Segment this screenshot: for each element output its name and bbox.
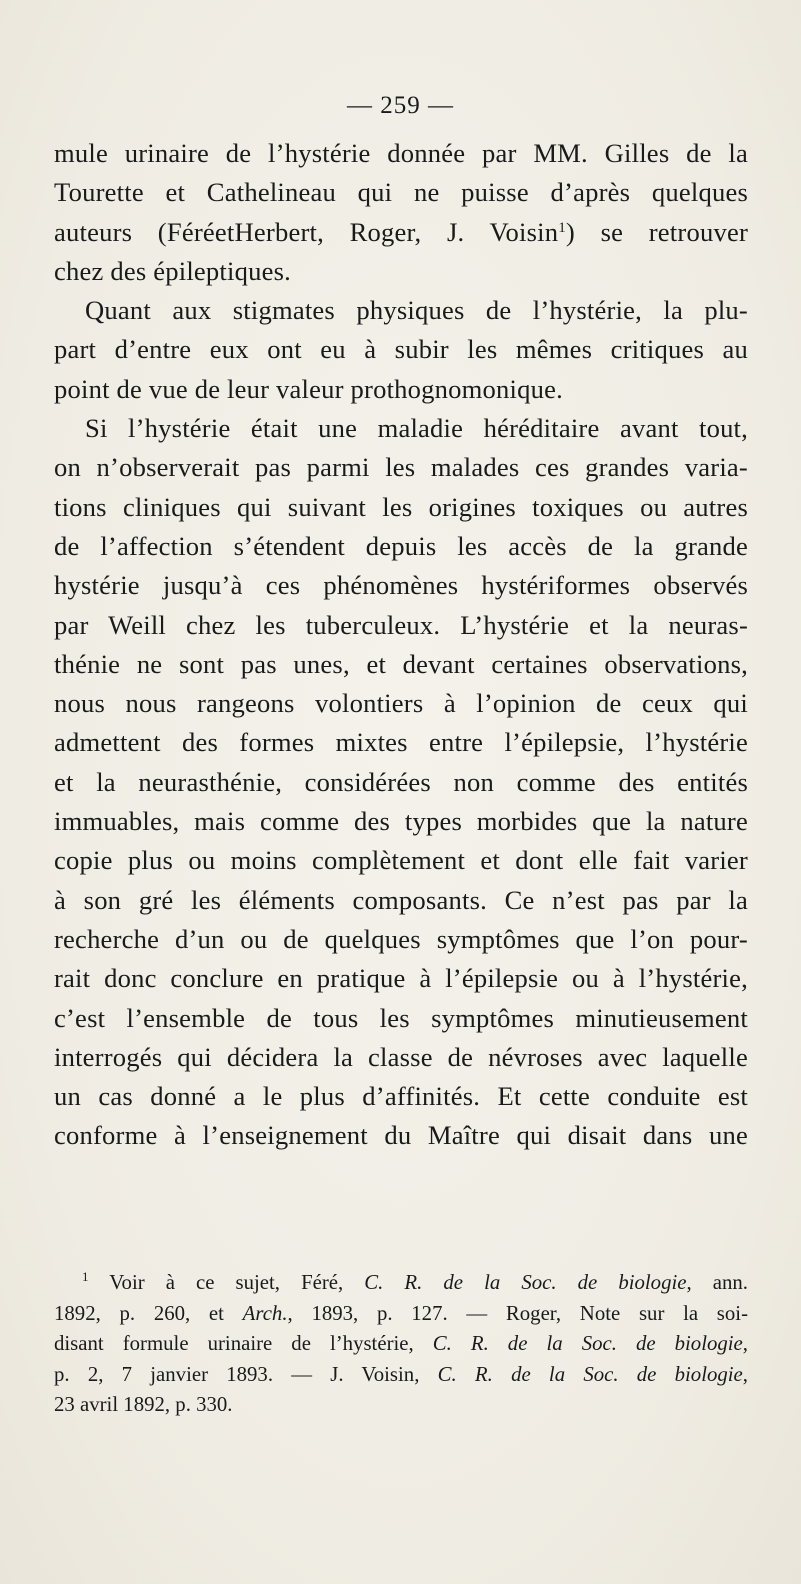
text-line: part d’entre eux ont eu à subir les mêmes critiques au <box>54 334 748 365</box>
body-text <box>54 134 748 1156</box>
text-line: point de vue de leur valeur prothognomonique. <box>54 373 563 404</box>
citation-title: C. R. de la Soc. de biologie <box>364 1271 687 1294</box>
text-line: interrogés qui décidera la classe de névroses avec laquelle <box>54 1041 748 1072</box>
text-line: conforme à l’enseignement du Maître qui disait dans une <box>54 1120 748 1151</box>
text-line: hystérie jusqu’à ces phénomènes hystériformes observés <box>54 570 748 601</box>
text-line: immuables, mais comme des types morbides que la nature <box>54 806 748 837</box>
text-line: auteurs (FéréetHerbert, Roger, J. Voisin$^1$) se retrouver <box>54 216 748 247</box>
footnote-line: disant formule urinaire de l’hystérie, C. R. de la Soc. de biologie, <box>54 1332 748 1356</box>
citation-title: C. R. de la Soc. de biologie <box>432 1332 743 1356</box>
text-line: chez des épileptiques. <box>54 255 292 286</box>
text-line: mule urinaire de l’hystérie donnée par MM. Gilles de la <box>54 138 748 168</box>
footnote-line: 1892, p. 260, et Arch., 1893, p. 127. — Roger, Note sur la soi- <box>54 1301 749 1325</box>
text-line: admettent des formes mixtes entre l’épilepsie, l’hystérie <box>54 727 748 758</box>
footnote-reference[interactable]: 1 <box>558 219 566 236</box>
citation-title: Arch. <box>242 1301 288 1325</box>
footnote-marker: 1 <box>82 1269 89 1284</box>
footnote-line: 23 avril 1892, p. 330. <box>54 1393 233 1417</box>
text-line: Tourette et Cathelineau qui ne puisse d’après quelques <box>54 177 748 208</box>
text-line: c’est l’ensemble de tous les symptômes minutieusement <box>54 1002 748 1033</box>
text-line: nous nous rangeons volontiers à l’opinion de ceux qui <box>54 688 748 719</box>
text-line: tions cliniques qui suivant les origines toxiques ou autres <box>54 491 748 522</box>
text-line: Quant aux stigmates physiques de l’hystérie, la plu- <box>85 295 748 326</box>
text-line: rait donc conclure en pratique à l’épilepsie ou à l’hystérie, <box>54 963 748 994</box>
text-line: Si l’hystérie était une maladie héréditaire avant tout, <box>85 413 748 444</box>
text-line: recherche d’un ou de quelques symptômes que l’on pour- <box>54 923 748 954</box>
citation-title: C. R. de la Soc. de biologie <box>437 1362 743 1386</box>
text-line: et la neurasthénie, considérées non comme des entités <box>54 766 748 797</box>
footnote-line: $^1$ Voir à ce sujet, Féré, C. R. de la Soc. de biologie, ann. <box>82 1269 748 1294</box>
text-line: on n’observerait pas parmi les malades ces grandes varia- <box>54 452 748 483</box>
text-line: copie plus ou moins complètement et dont elle fait varier <box>54 845 748 876</box>
text-line: par Weill chez les tuberculeux. L’hystérie et la neuras- <box>54 609 748 640</box>
text-line: de l’affection s’étendent depuis les accès de la grande <box>54 530 748 561</box>
footnote <box>54 1268 748 1421</box>
text-line: thénie ne sont pas unes, et devant certaines observations, <box>54 648 748 679</box>
text-line: un cas donné a le plus d’affinités. Et cette conduite est <box>54 1081 748 1112</box>
page-number: — 259 — <box>347 92 454 119</box>
text-line: à son gré les éléments composants. Ce n’est pas par la <box>54 884 748 915</box>
footnote-line: p. 2, 7 janvier 1893. — J. Voisin, C. R. de la Soc. de biologie, <box>54 1362 748 1386</box>
